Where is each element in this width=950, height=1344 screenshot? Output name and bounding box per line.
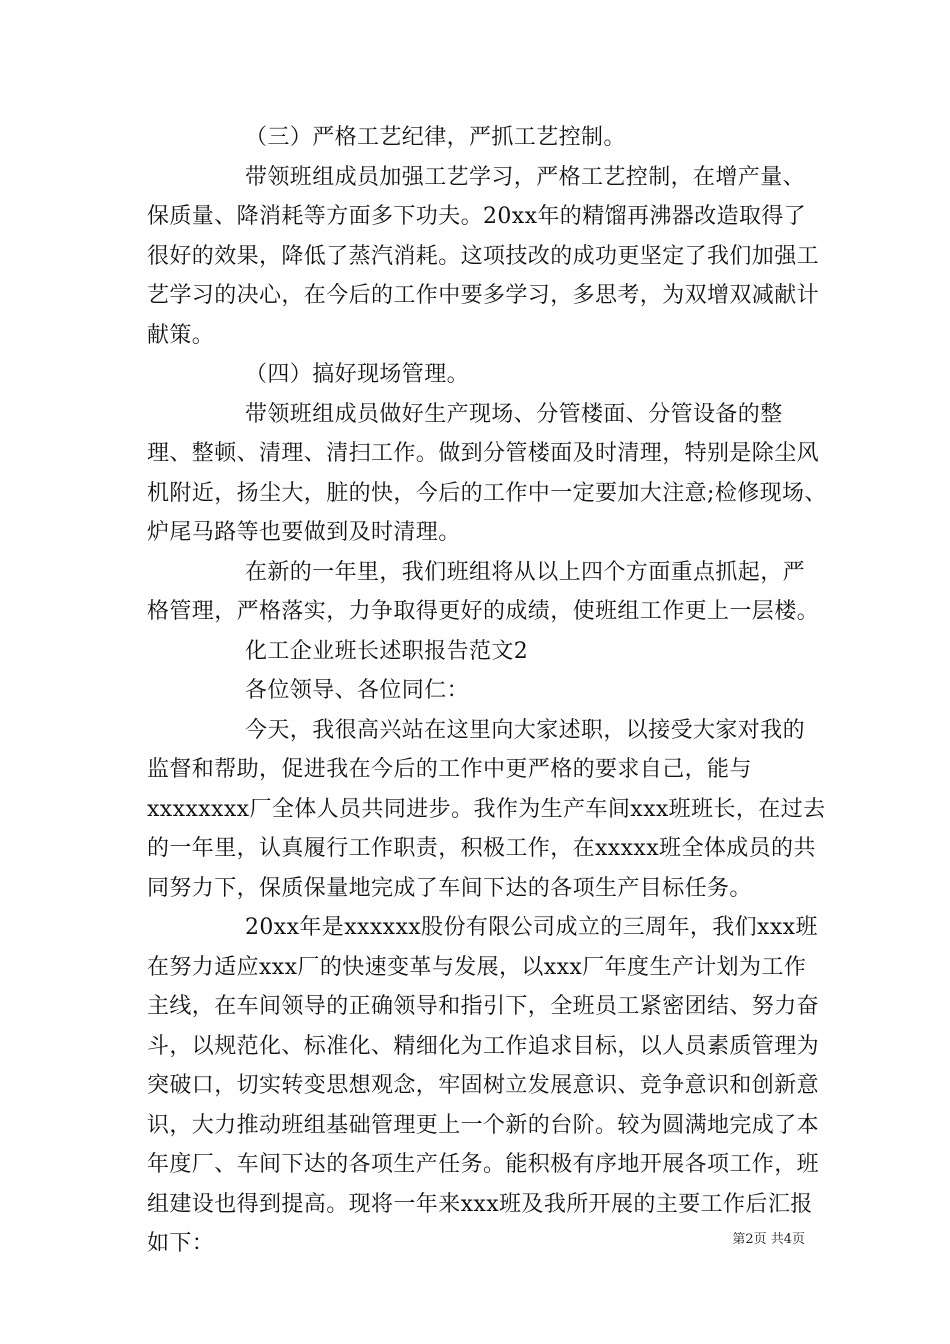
paragraph: 带领班组成员做好生产现场、分管楼面、分管设备的整理、整顿、清理、清扫工作。做到分管楼面及时清理，特别是除尘风机附近，扬尘大，脏的快，今后的工作中一定要加大注意;检修现场、炉尾马路等也要做到及时清理。 [147,401,827,545]
paragraph: 在新的一年里，我们班组将从以上四个方面重点抓起，严格管理，严格落实，力争取得更好的成绩，使班组工作更上一层楼。 [147,559,820,624]
page-number: 第2页 共4页 [732,1232,805,1247]
paragraph: 今天，我很高兴站在这里向大家述职，以接受大家对我的监督和帮助，促进我在今后的工作中更严格的要求自己，能与xxxxxxxx厂全体人员共同进步。我作为生产车间xxx班班长，在过去的一年里，认真履行工作职责，积极工作，在xxxxx班全体成员的共同努力下，保质保量地完成了车间下达的各项生产目标任务。 [147,717,826,901]
paragraph: 20xx年是xxxxxx股份有限公司成立的三周年，我们xxx班在努力适应xxx厂的快速变革与发展，以xxx厂年度生产计划为工作主线，在车间领导的正确领导和指引下，全班员工紧密团结、努力奋斗，以规范化、标准化、精细化为工作追求目标，以人员素质管理为突破口，切实转变思想观念，牢固树立发展意识、竞争意识和创新意识，大力推动班组基础管理更上一个新的台阶。较为圆满地完成了本年度厂、车间下达的各项生产任务。能积极有序地开展各项工作，班组建设也得到提高。现将一年来xxx班及我所开展的主要工作后汇报如下： [147,915,820,1256]
paragraph: 带领班组成员加强工艺学习，严格工艺控制，在增产量、保质量、降消耗等方面多下功夫。20xx年的精馏再沸器改造取得了很好的效果，降低了蒸汽消耗。这项技改的成功更坚定了我们加强工艺学习的决心，在今后的工作中要多学习，多思考，为双增双减献计献策。 [147,164,820,348]
report-title: 化工企业班长述职报告范文2 [245,638,529,664]
section-heading-4: （四）搞好现场管理。 [245,362,470,387]
section-heading-3: （三）严格工艺纪律，严抓工艺控制。 [245,125,626,150]
salutation: 各位领导、各位同仁： [245,678,470,703]
document-body [147,118,827,1264]
